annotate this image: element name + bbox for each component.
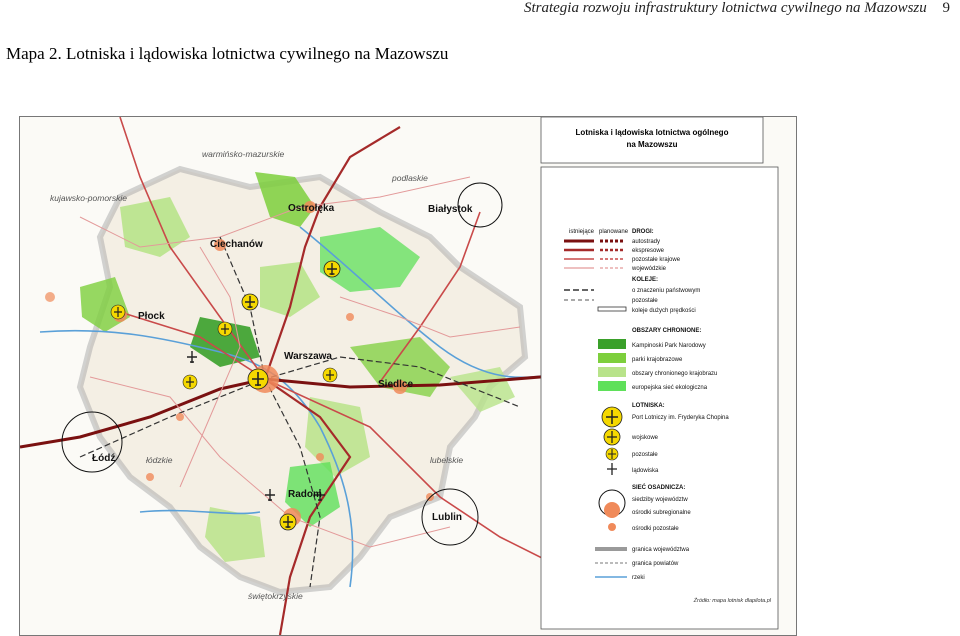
city-label: Warszawa <box>284 351 332 362</box>
legend-rail-item: koleje dużych prędkości <box>632 308 696 314</box>
region-label: świętokrzyskie <box>248 591 303 601</box>
legend-settlement-item: ośrodki subregionalne <box>632 510 691 516</box>
settlement-small <box>45 292 55 302</box>
legend-title-2: na Mazowszu <box>626 140 678 149</box>
airport-other-icon[interactable] <box>218 322 232 336</box>
airport-other-icon[interactable] <box>183 375 197 389</box>
legend-road-item: autostrady <box>632 239 661 245</box>
running-title: Strategia rozwoju infrastruktury lotnictwa cywilnego na Mazowszu <box>523 0 927 16</box>
region-label: łódzkie <box>146 455 173 465</box>
running-header <box>524 0 950 17</box>
city-label: Ciechanów <box>210 239 263 250</box>
city-label: Łódź <box>92 453 116 464</box>
legend-col-planned: planowane <box>599 229 629 235</box>
legend-settlement-head: SIEĆ OSADNICZA: <box>632 485 686 491</box>
legend-settlement-item: siedziby województw <box>632 497 688 503</box>
region-label: lubelskie <box>430 455 464 465</box>
airport-chopin-icon[interactable] <box>248 369 268 389</box>
legend-rail-item: pozostałe <box>632 298 658 304</box>
page-number: 9 <box>942 0 950 16</box>
region-label: kujawsko-pomorskie <box>50 193 127 203</box>
legend-source: Źródło: mapa lotnisk dlapilota.pl <box>693 598 771 604</box>
airport-military-icon[interactable] <box>324 261 340 277</box>
city-label: Radom <box>288 489 322 500</box>
region-label: podlaskie <box>392 173 428 183</box>
legend-road-item: wojewódzkie <box>632 266 667 272</box>
city-label: Białystok <box>428 204 473 215</box>
legend-protected-item: obszary chronionego krajobrazu <box>632 371 718 377</box>
airport-other-icon[interactable] <box>323 368 337 382</box>
legend-protected-item: parki krajobrazowe <box>632 357 683 363</box>
settlement-small <box>346 313 354 321</box>
airport-other-icon[interactable] <box>111 305 125 319</box>
legend-boundary-item: granica powiatów <box>632 561 679 567</box>
legend-airport-item: lądowiska <box>632 468 659 474</box>
legend-airports-head: LOTNISKA: <box>632 403 665 409</box>
legend-rail-item: o znaczeniu państwowym <box>632 288 701 294</box>
region-label: warmińsko-mazurskie <box>202 149 285 159</box>
legend-road-item: ekspresowe <box>632 248 665 254</box>
city-label: Ostrołęka <box>288 203 335 214</box>
legend-airport-item: Port Lotniczy im. Fryderyka Chopina <box>632 415 729 421</box>
legend-road-item: pozostałe krajowe <box>632 257 681 263</box>
legend-protected-head: OBSZARY CHRONIONE: <box>632 328 702 334</box>
airport-military-icon[interactable] <box>280 514 296 530</box>
legend <box>541 117 778 629</box>
legend-col-existing: istniejące <box>569 229 595 235</box>
city-label: Lublin <box>432 512 462 523</box>
legend-protected-item: Kampinoski Park Narodowy <box>632 343 706 349</box>
legend-airport-item: wojskowe <box>632 435 659 441</box>
city-label: Płock <box>138 311 165 322</box>
legend-boundary-item: granica województwa <box>632 547 690 553</box>
map-frame[interactable] <box>19 116 797 636</box>
settlement-small <box>146 473 154 481</box>
airport-military-icon[interactable] <box>242 294 258 310</box>
legend-protected-item: europejska sieć ekologiczna <box>632 385 708 391</box>
page-title: Mapa 2. Lotniska i lądowiska lotnictwa cywilnego na Mazowszu <box>6 44 449 63</box>
city-label: Siedlce <box>378 379 414 390</box>
legend-rail-head: KOLEJE: <box>632 277 659 283</box>
legend-roads-head: DROGI: <box>632 229 654 235</box>
legend-title: Lotniska i lądowiska lotnictwa ogólnego <box>575 128 729 137</box>
legend-rivers: rzeki <box>632 575 645 581</box>
settlement-small <box>176 413 184 421</box>
map-svg[interactable] <box>20 117 796 635</box>
legend-settlement-item: ośrodki pozostałe <box>632 526 679 532</box>
legend-box <box>541 167 778 629</box>
legend-airport-item: pozostałe <box>632 452 658 458</box>
settlement-small <box>316 453 324 461</box>
